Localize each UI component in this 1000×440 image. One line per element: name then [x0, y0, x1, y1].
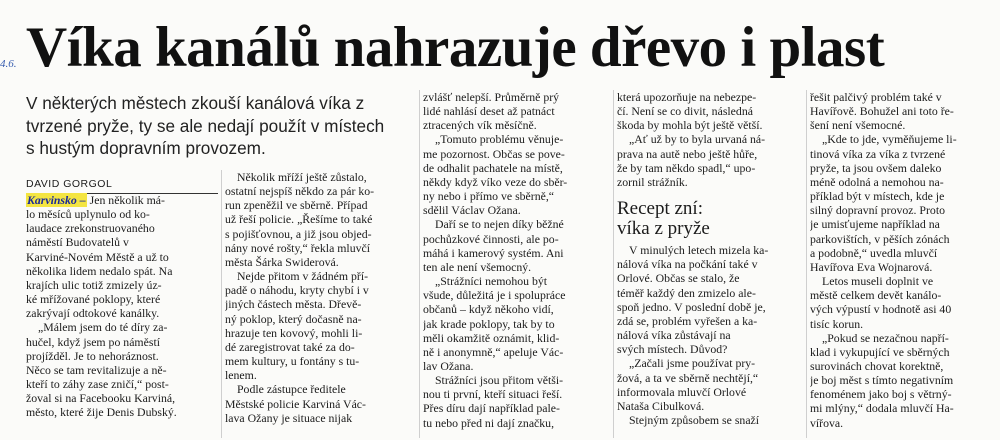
text-line: všude, důležitá je i spolupráce	[423, 288, 566, 303]
text-line: Havířově. Bohužel ani toto ře-	[810, 104, 954, 119]
text-fragment: Jen několik má-	[86, 193, 165, 207]
text-line: náměstí Budovatelů v	[26, 235, 129, 250]
text-line: městě celkem devět kanálo-	[810, 288, 942, 303]
text-line: čí. Není se co divit, následná	[617, 104, 753, 119]
article-column-2	[225, 170, 417, 425]
text-line: tisíc korun.	[810, 316, 864, 331]
subheading	[617, 199, 809, 239]
text-line: Něco se tam revitalizuje a ně-	[26, 362, 167, 377]
text-line: méně odolná a nemohou na-	[810, 174, 944, 189]
lede-paragraph: V některých městech zkouší kanálová víka z tvrzené pryže, ty se ale nedají použít v místech s hustým dopravním provozem.	[26, 93, 385, 158]
text-line: někdy když víko veze do sběr-	[423, 174, 568, 189]
text-line	[26, 193, 218, 207]
text-line: mem kultury, u fontány s tu-	[225, 354, 360, 369]
text-line: fenoménem jako boj s větrný-	[810, 387, 952, 402]
text-line: ny nebo i přímo ve sběrně,“	[423, 189, 555, 204]
text-line: příklad být v místech, kde je	[810, 189, 945, 204]
text-line: škoda by mohla být ještě větší.	[617, 118, 763, 133]
handwritten-date-note: 4.6.	[0, 58, 17, 70]
text-line: města Šárka Swiderová.	[225, 254, 339, 269]
text-line: Nataša Cibulková.	[617, 398, 705, 413]
text-line: informovala mluvčí Orlové	[617, 384, 747, 399]
column-rule	[419, 90, 420, 438]
text-line: ně i anonymně,“ apeluje Vác-	[423, 344, 564, 359]
text-line: surovinách chovat korektně,	[810, 358, 944, 373]
text-line: šení není všemocné.	[810, 118, 906, 133]
text-line: zvlášť nelepší. Průměrně prý	[423, 90, 560, 104]
text-line: Městské policie Karviná Vác-	[225, 396, 366, 411]
text-line: „Začali jsme používat pry-	[629, 356, 756, 371]
text-line: vých výpustí v hodnotě asi 40	[810, 302, 952, 317]
text-line: ný poklop, který dočasně na-	[225, 311, 362, 326]
text-line: řešit palčivý problém také v	[810, 90, 942, 104]
text-line: Stejným způsobem se snaží	[629, 412, 760, 427]
text-line: pochůzkové činnosti, ale po-	[423, 231, 559, 246]
text-line: hrazuje ten kovový, mohli li-	[225, 325, 363, 340]
text-line: zdá se, problém vyřešen a ka-	[617, 313, 758, 328]
byline: DAVID GORGOL	[26, 178, 218, 194]
subheading-line: víka z pryže	[617, 218, 710, 240]
text-line: máhá i kamerový systém. Ani	[423, 245, 564, 260]
place-name-highlight: Karvinsko –	[27, 193, 86, 207]
text-line: lava Ožany je situace nijak	[225, 410, 353, 425]
text-line: silný dopravní provoz. Proto	[810, 203, 945, 218]
text-line: měli okamžitě oznámit, klid-	[423, 330, 560, 345]
text-line: klad i vykupující ve sběrných	[810, 344, 950, 359]
article-column-4	[617, 90, 809, 427]
text-line: nálová víka zůstávají na	[617, 328, 731, 343]
text-line: ztracených vík měsíčně.	[423, 118, 537, 133]
text-line: svých místech. Důvod?	[617, 342, 728, 357]
column-rule	[221, 170, 222, 438]
text-line: ten ale není všemocný.	[423, 259, 532, 274]
text-line: sdělil Václav Ožana.	[423, 203, 521, 218]
text-line: dé zaregistrovat také za do-	[225, 339, 355, 354]
text-line: laudace zrekonstruovaného	[26, 221, 155, 236]
text-line: několika lidem nedalo spát. Na	[26, 263, 173, 278]
text-line: žová, a ta ve sběrně nechtějí,“	[617, 370, 759, 385]
text-line: ostatní nejspíš někdo za pár ko-	[225, 184, 375, 199]
text-line: Strážníci jsou přitom větši-	[435, 373, 564, 388]
text-line: „Pokud se nezačnou napří-	[822, 330, 949, 345]
article-column-3	[423, 90, 615, 430]
text-line: a podobně,“ uvedla mluvčí	[810, 245, 938, 260]
text-line: „Málem jsem do té díry za-	[38, 320, 168, 335]
text-line: město, které žije Denis Dubský.	[26, 405, 177, 420]
text-line: vířova.	[810, 415, 844, 430]
text-line: lav Ožana.	[423, 358, 474, 373]
text-line: tu nebo před ni dají značku,	[423, 415, 555, 430]
text-line: „Kde to jde, vyměňujeme li-	[822, 132, 957, 147]
text-line: je boj měst s tímto negativním	[810, 373, 954, 388]
text-line: „Strážníci nemohou být	[435, 274, 548, 289]
text-line: „Tomuto problému věnuje-	[435, 132, 564, 147]
text-line: nálová víka na počkání také v	[617, 257, 758, 272]
subheading-line: Recept zní:	[617, 198, 703, 220]
text-line: Letos museli doplnit ve	[822, 274, 934, 289]
text-line: zornil strážník.	[617, 174, 688, 189]
text-line: občanů – když někoho vidí,	[423, 302, 554, 317]
text-line: zakrývají odtokové kanálky.	[26, 306, 160, 321]
text-line: žoval si na Facebooku Karviná,	[26, 391, 176, 406]
text-line: Daří se to nejen díky běžné	[435, 217, 564, 232]
text-line: jak krade poklopy, tak by to	[423, 316, 555, 331]
article-column-1	[26, 193, 218, 420]
text-line: run zpeněžil ve sběrně. Případ	[225, 198, 368, 213]
text-line: lidé nahlásí deset až patnáct	[423, 104, 555, 119]
text-line: Nejde přitom v žádném pří-	[237, 269, 369, 284]
text-line: je umisťujeme například na	[810, 217, 940, 232]
text-line: Orlové. Občas se stalo, že	[617, 271, 740, 286]
text-line: nou ti první, kteří situaci řeší.	[423, 387, 563, 402]
text-line: ké mřížované poklopy, které	[26, 292, 161, 307]
article-column-5	[810, 90, 1000, 430]
text-line: Přes díru dají například pale-	[423, 401, 560, 416]
text-line: kteří to záhy zase zničí,“ post-	[26, 377, 169, 392]
text-line: V minulých letech mizela ka-	[629, 243, 769, 258]
text-line: padě o náhodu, kryty chybí i v	[225, 283, 369, 298]
text-line: „Ať už by to byla urvaná ná-	[629, 132, 766, 147]
text-line: lenem.	[225, 368, 257, 383]
text-line: lo měsíců uplynulo od ko-	[26, 207, 150, 222]
text-line: parkovištích, v pěších zónách	[810, 231, 950, 246]
text-line: projížděl. Je to nehoráznost.	[26, 348, 159, 363]
text-line: nány nové rošty,“ řekla mluvčí	[225, 240, 371, 255]
text-line: prava na autě nebo ještě hůře,	[617, 146, 758, 161]
text-line: Havířova Eva Wojnarová.	[810, 259, 933, 274]
text-line: Karviné-Novém Městě a už to	[26, 249, 169, 264]
text-line: tinová víka za víka z tvrzené	[810, 146, 946, 161]
text-line: mi mlýny,“ dodala mluvčí Ha-	[810, 401, 954, 416]
text-line: de odhalit pachatele na místě,	[423, 160, 563, 175]
text-line: hučel, když jsem po náměstí	[26, 334, 160, 349]
text-line: jiných částech města. Dřevě-	[225, 297, 362, 312]
text-line: která upozorňuje na nebezpe-	[617, 90, 757, 104]
text-line: Několik mříží ještě zůstalo,	[237, 170, 367, 184]
text-line: že by tam někdo spadl,“ upo-	[617, 160, 756, 175]
text-line: téměř každý den zmizelo ale-	[617, 285, 756, 300]
headline: Víka kanálů nahrazuje dřevo i plast	[26, 16, 885, 79]
text-line: už řeší policie. „Řešíme to také	[225, 212, 373, 227]
text-line: Podle zástupce ředitele	[237, 382, 346, 397]
text-line: krajích ulic totiž zmizely úz-	[26, 277, 162, 292]
text-line: s pojišťovnou, a již jsou objed-	[225, 226, 372, 241]
text-line: spoň jedno. V poslední době je,	[617, 299, 766, 314]
text-line: pryže, ta jsou ovšem daleko	[810, 160, 942, 175]
text-line: me pozornost. Občas se pove-	[423, 146, 565, 161]
